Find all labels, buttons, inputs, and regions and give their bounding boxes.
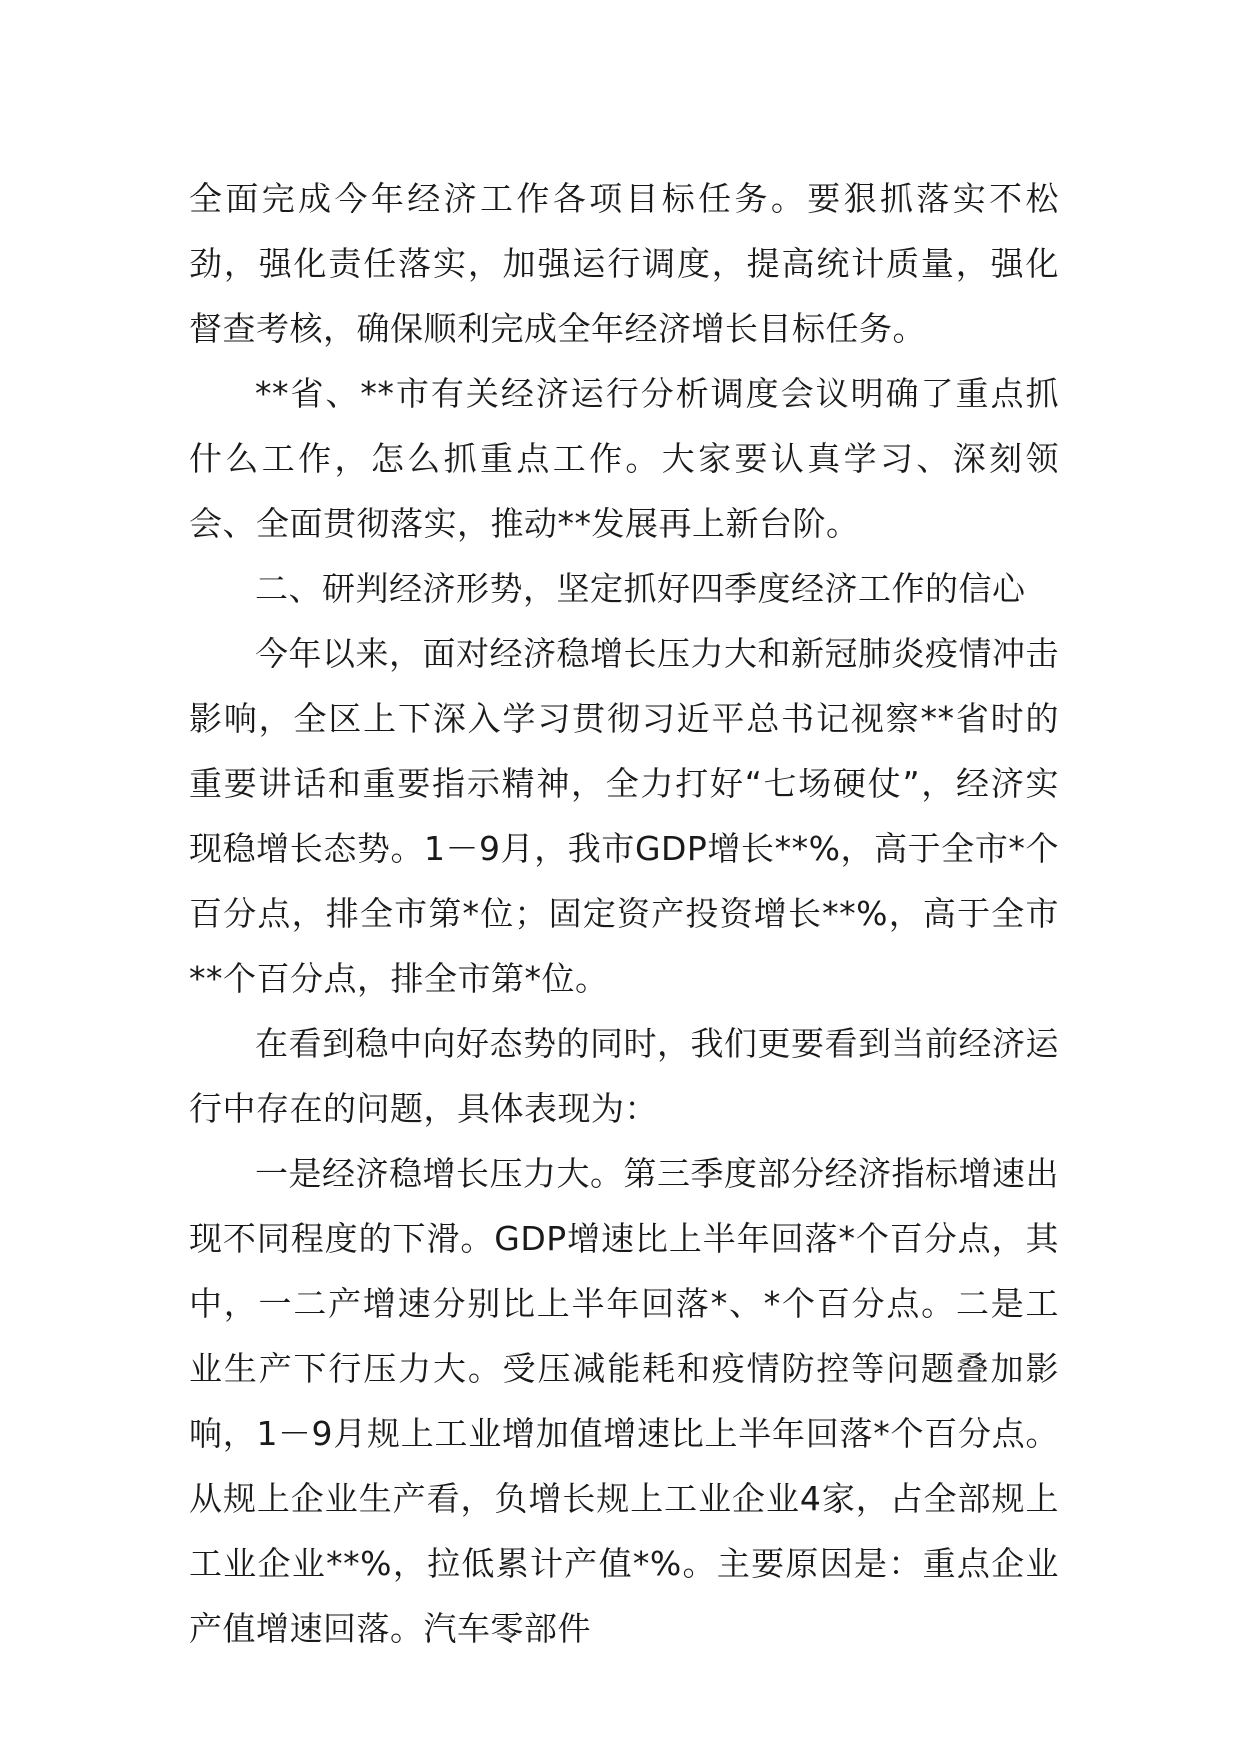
paragraph-economic-overview: 今年以来，面对经济稳增长压力大和新冠肺炎疫情冲击影响，全区上下深入学习贯彻习近平总书记视察**省时的重要讲话和重要指示精神，全力打好“七场硬仗”，经济实现稳增长态势。1－9月，我市GDP增长**%，高于全市*个百分点，排全市第*位；固定资产投资增长**%，高于全市**个百分点，排全市第*位。: [189, 634, 1059, 998]
paragraph-problems-intro: 在看到稳中向好态势的同时，我们更要看到当前经济运行中存在的问题，具体表现为：: [189, 1024, 1059, 1128]
paragraph-problems-detail: 一是经济稳增长压力大。第三季度部分经济指标增速出现不同程度的下滑。GDP增速比上半年回落*个百分点，其中，一二产增速分别比上半年回落*、*个百分点。二是工业生产下行压力大。受压减能耗和疫情防控等问题叠加影响，1－9月规上工业增加值增速比上半年回落*个百分点。从规上企业生产看，负增长规上工业企业4家，占全部规上工业企业**%，拉低累计产值*%。主要原因是：重点企业产值增速回落。汽车零部件: [189, 1154, 1059, 1648]
section-heading: 二、研判经济形势，坚定抓好四季度经济工作的信心: [255, 569, 1026, 608]
paragraph-meeting-summary: **省、**市有关经济运行分析调度会议明确了重点抓什么工作，怎么抓重点工作。大家要认真学习、深刻领会、全面贯彻落实，推动**发展再上新台阶。: [189, 374, 1059, 543]
paragraph-continuation: 全面完成今年经济工作各项目标任务。要狠抓落实不松劲，强化责任落实，加强运行调度，提高统计质量，强化督查考核，确保顺利完成全年经济增长目标任务。: [189, 179, 1059, 348]
document-body: [189, 166, 1059, 1661]
